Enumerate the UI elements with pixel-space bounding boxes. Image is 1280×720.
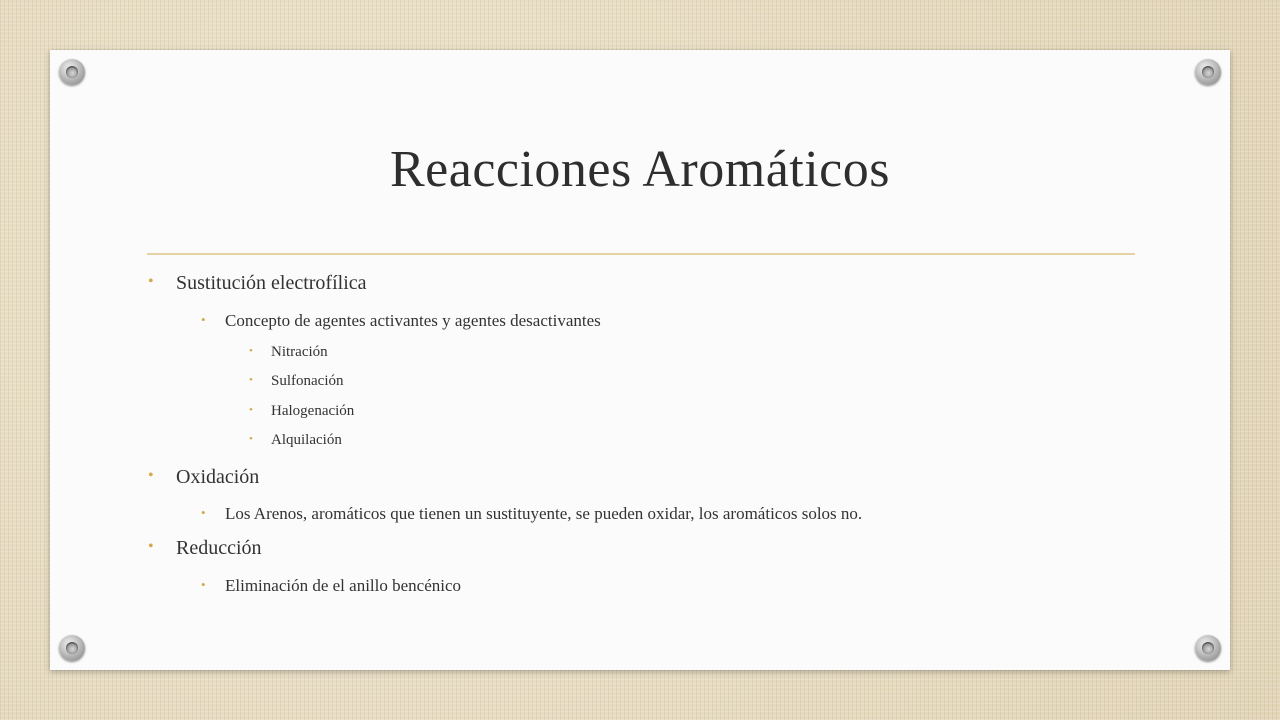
bullet-dot-icon: • — [249, 433, 253, 445]
bullet-item — [249, 373, 344, 390]
bullet-item — [201, 504, 863, 524]
bullet-text: Halogenación — [271, 403, 355, 419]
bullet-text: Alquilación — [271, 432, 342, 448]
slide-card — [50, 50, 1230, 670]
bullet-dot-icon: • — [249, 404, 253, 416]
title-divider — [147, 253, 1135, 255]
bullet-text: Sulfonación — [271, 373, 344, 389]
bullet-dot-icon: • — [249, 374, 253, 386]
bullet-dot-icon: • — [148, 273, 154, 290]
grommet-icon — [59, 59, 85, 85]
bullet-text: Los Arenos, aromáticos que tienen un sustituyente, se pueden oxidar, los aromáticos solos no. — [225, 504, 863, 523]
bullet-text: Oxidación — [176, 466, 260, 488]
bullet-text: Sustitución electrofílica — [176, 272, 367, 294]
bullet-item — [148, 537, 262, 560]
bullet-dot-icon: • — [201, 312, 206, 327]
bullet-dot-icon: • — [148, 538, 154, 555]
slide-title: Reacciones Aromáticos — [389, 141, 890, 198]
bullet-item — [148, 466, 260, 489]
bullet-item — [201, 576, 462, 596]
bullet-text: Nitración — [271, 344, 328, 360]
bullet-text: Reducción — [176, 537, 262, 559]
bullet-item — [201, 311, 601, 331]
bullet-item — [148, 272, 367, 295]
bullet-dot-icon: • — [201, 577, 206, 592]
bullet-item — [249, 344, 328, 361]
bullet-text: Concepto de agentes activantes y agentes desactivantes — [225, 311, 601, 330]
grommet-icon — [59, 635, 85, 661]
bullet-dot-icon: • — [201, 505, 206, 520]
bullet-item — [249, 432, 342, 449]
bullet-dot-icon: • — [249, 345, 253, 357]
bullet-dot-icon: • — [148, 467, 154, 484]
grommet-icon — [1195, 635, 1221, 661]
bullet-text: Eliminación de el anillo bencénico — [225, 576, 462, 595]
grommet-icon — [1195, 59, 1221, 85]
bullet-item — [249, 403, 355, 420]
